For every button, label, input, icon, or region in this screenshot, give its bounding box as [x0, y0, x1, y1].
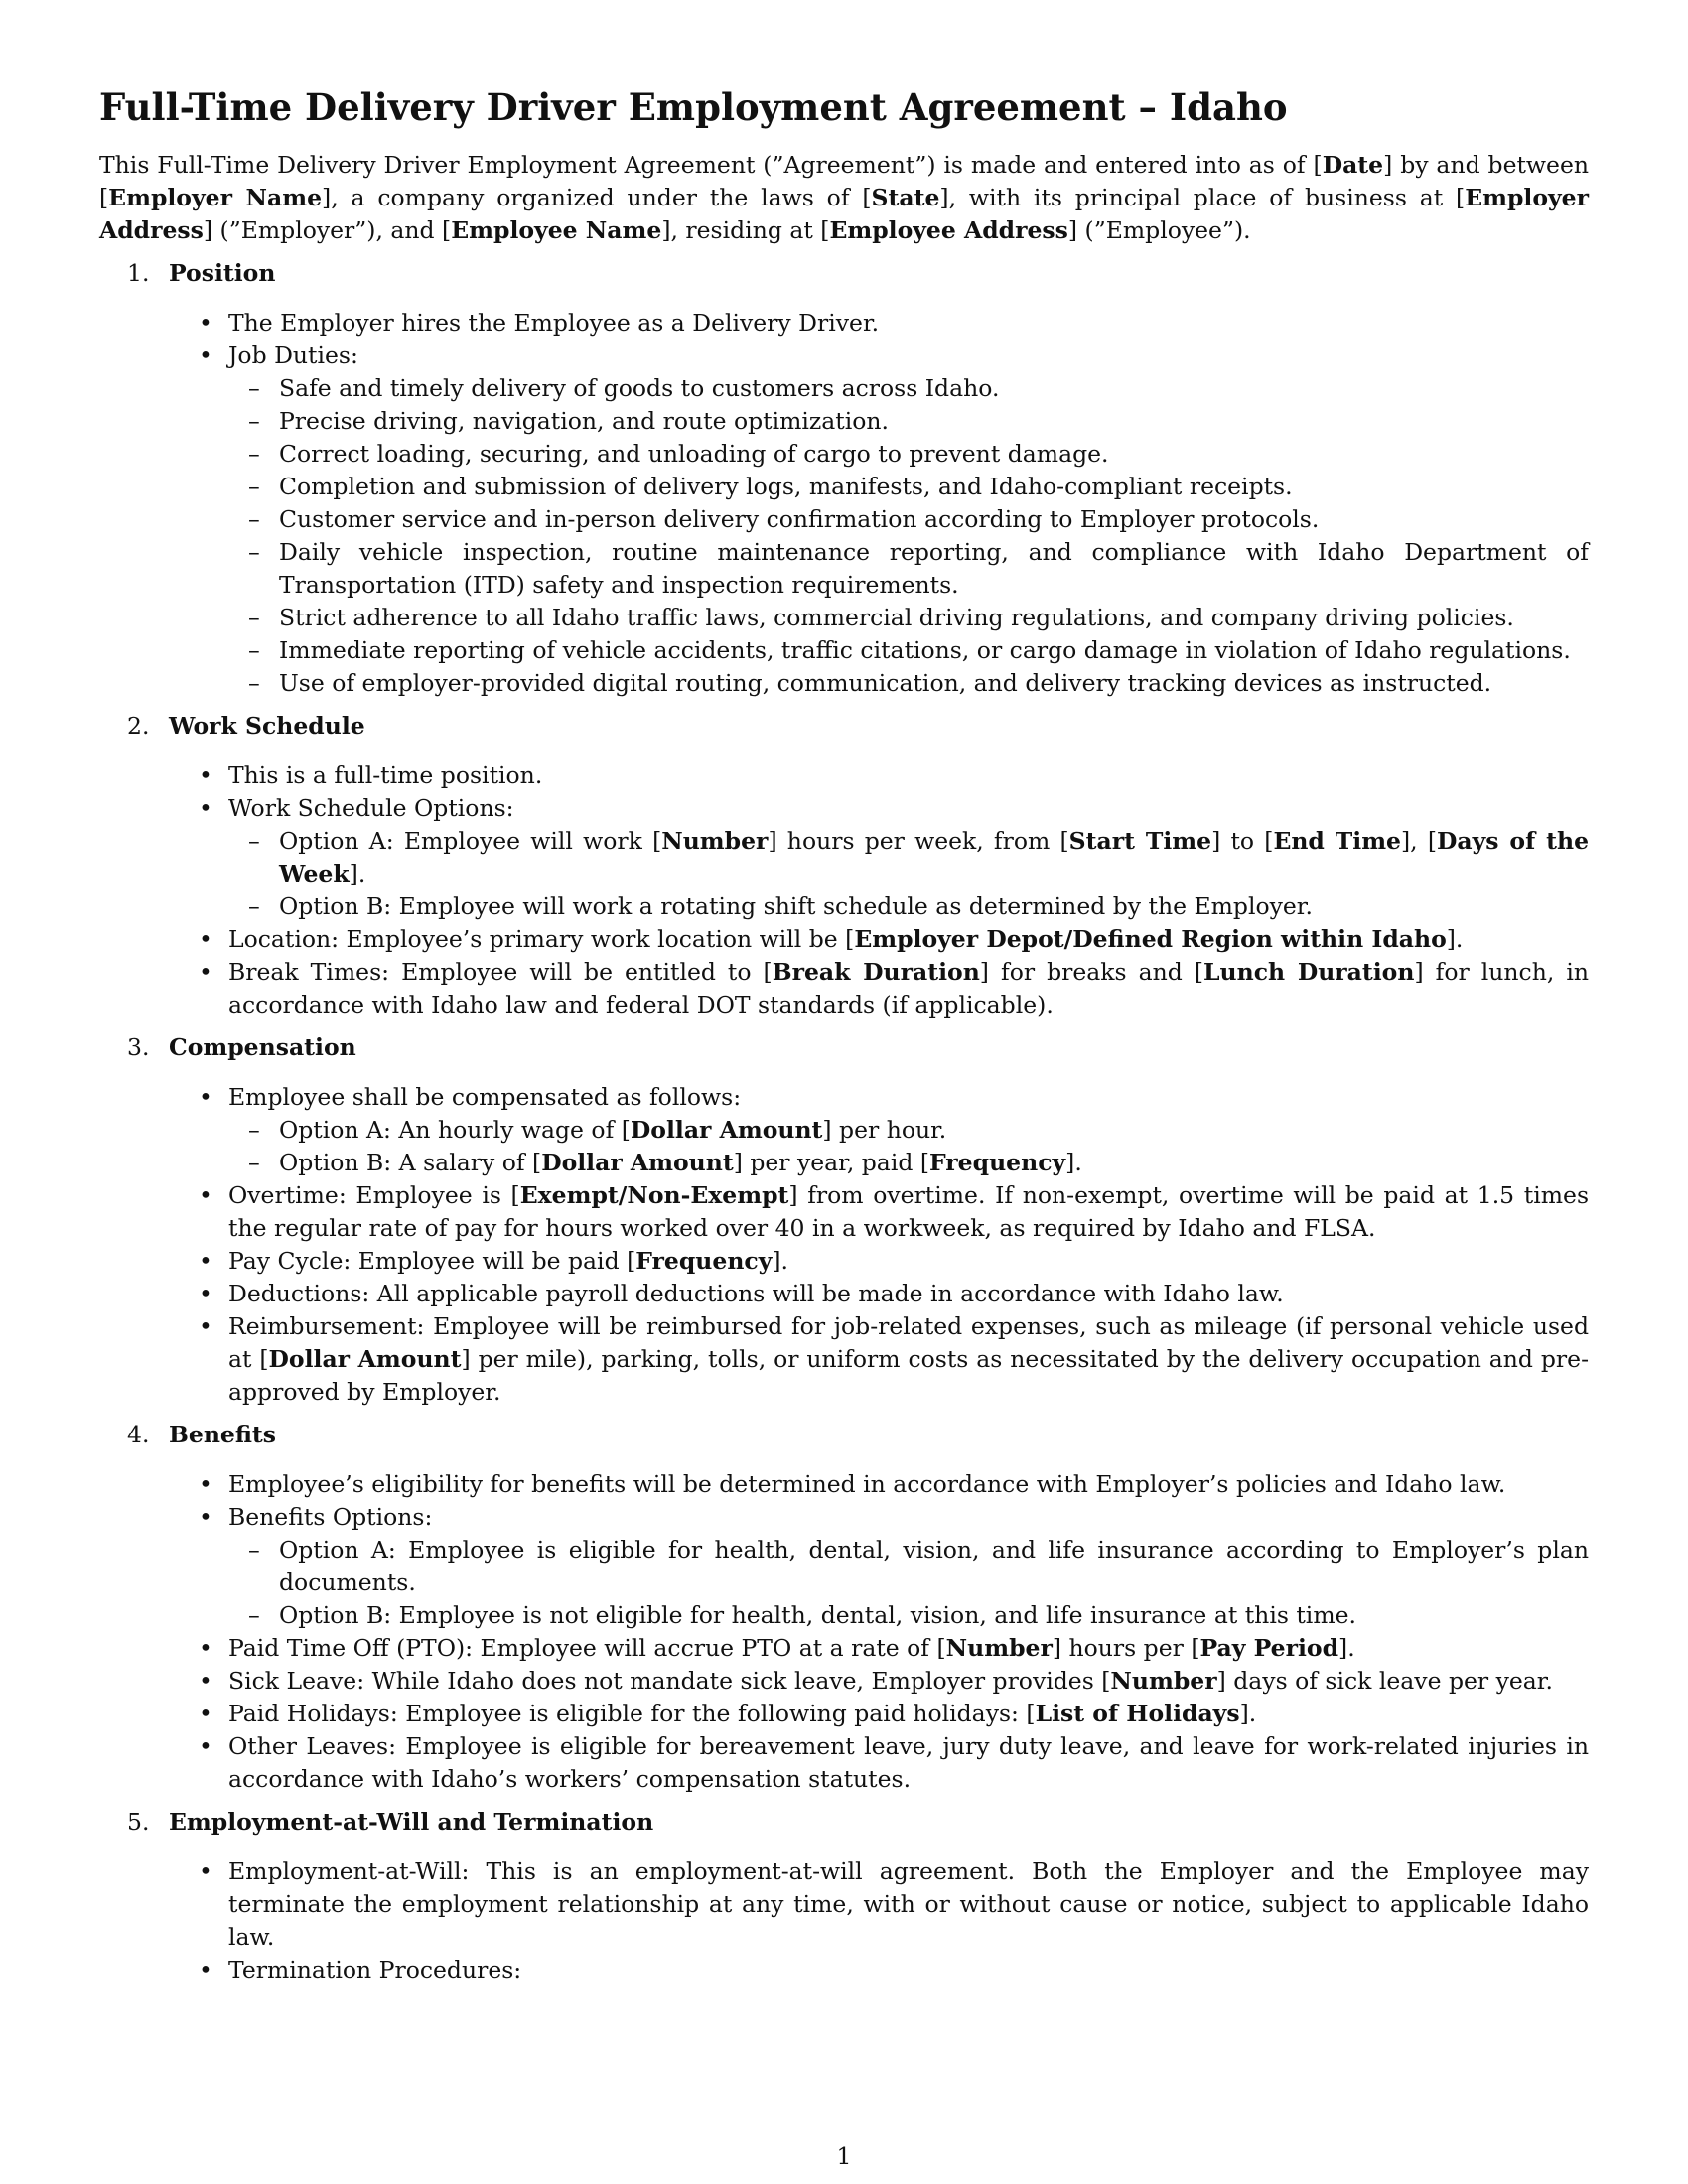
placeholder-employee-address: Employee Address [829, 216, 1068, 244]
sub-list-item: – Precise driving, navigation, and route optimization. [228, 405, 1589, 438]
bullet-list [169, 307, 1589, 700]
bullet-icon: • [199, 1280, 212, 1307]
list-item: • Job Duties: – Safe and timely delivery of goods to customers across Idaho. – Precise driving, navigation, and route optimization. – Correct loading, securing, and unloading of cargo to prevent damage. – Completion and submission of delivery logs, manifests, and Idaho-compliant receipts. – Customer service and in-person delivery confirmation according to Employer protocols. – Daily vehicle inspection, routine maintenance reporting, and compliance with Idaho Department of Transportation (ITD) safety and inspection requirements. – Strict adherence to all Idaho traffic laws, commercial driving regulations, and company driving policies. – Immediate reporting of vehicle accidents, traffic citations, or cargo damage in violation of Idaho regulations. – Use of employer-provided digital routing, communication, and delivery tracking devices as instructed. [169, 340, 1589, 700]
dash-icon: – [248, 374, 260, 402]
dash-icon: – [248, 538, 260, 566]
bullet-icon: • [199, 1956, 212, 1983]
bullet-list [169, 759, 1589, 1022]
sub-list-item: – Safe and timely delivery of goods to customers across Idaho. [228, 372, 1589, 405]
placeholder-employer-address: Employer Address [99, 184, 1589, 244]
sub-list-item: – Completion and submission of delivery logs, manifests, and Idaho-compliant receipts. [228, 471, 1589, 503]
bullet-list [169, 1081, 1589, 1409]
list-item: • Overtime: Employee is [Exempt/Non-Exempt] from overtime. If non-exempt, overtime will be paid at 1.5 times the regular rate of pay for hours worked over 40 in a workweek, as required by Idaho and FLSA. [199, 1181, 1590, 1242]
dash-icon: – [248, 604, 260, 631]
sub-list-item: – Immediate reporting of vehicle accidents, traffic citations, or cargo damage in violation of Idaho regulations. [228, 634, 1589, 667]
section-number: 2. [127, 712, 150, 740]
sub-list-item: – Customer service and in-person delivery confirmation according to Employer protocols. [228, 503, 1589, 536]
sub-list-item: – Option A: An hourly wage of [Dollar Amount] per hour. [228, 1114, 1589, 1147]
dash-icon: – [248, 1536, 260, 1564]
list-item: • The Employer hires the Employee as a Delivery Driver. [169, 307, 1589, 340]
dash-icon: – [248, 827, 260, 855]
dash-icon: – [248, 473, 260, 500]
list-item: • Employee shall be compensated as follows: – Option A: An hourly wage of [Dollar Amount] per hour. – Option B: A salary of [Dollar Amount] per year, paid [Frequency]. [169, 1081, 1589, 1179]
list-item: • Other Leaves: Employee is eligible for bereavement leave, jury duty leave, and leave for work-related injuries in accordance with Idaho’s workers’ compensation statutes. [199, 1732, 1589, 1793]
sub-list [228, 1534, 1589, 1632]
list-item: • Break Times: Employee will be entitled to [Break Duration] for breaks and [Lunch Duration] for lunch, in accordance with Idaho law and federal DOT standards (if applicable). [199, 958, 1589, 1019]
section-heading: Benefits [169, 1421, 277, 1448]
section-number: 1. [127, 259, 150, 287]
section-number: 4. [127, 1421, 150, 1448]
bullet-icon: • [199, 341, 212, 369]
section-compensation [99, 1031, 1589, 1409]
list-item: • Employment-at-Will: This is an employment-at-will agreement. Both the Employer and the Employee may terminate the employment relationship at any time, with or without cause or notice, subject to applicable Idaho law. [199, 1857, 1589, 1951]
sub-list-item: – Strict adherence to all Idaho traffic laws, commercial driving regulations, and company driving policies. [228, 602, 1589, 634]
bullet-icon: • [199, 1247, 212, 1275]
section-number: 5. [127, 1808, 150, 1836]
sub-list-item: – Daily vehicle inspection, routine maintenance reporting, and compliance with Idaho Department of Transportation (ITD) safety and inspection requirements. [248, 538, 1589, 599]
dash-icon: – [248, 1116, 260, 1144]
bullet-list [169, 1855, 1589, 1986]
section-heading: Work Schedule [169, 712, 365, 740]
list-item: • Reimbursement: Employee will be reimbursed for job-related expenses, such as mileage (if personal vehicle used at [Dollar Amount] per mile), parking, tolls, or uniform costs as necessitated by the delivery occupation and pre-approved by Employer. [199, 1312, 1590, 1406]
sub-list [228, 825, 1589, 923]
bullet-icon: • [199, 794, 212, 822]
placeholder-state: State [871, 184, 940, 211]
section-position [99, 257, 1589, 700]
bullet-icon: • [199, 761, 212, 789]
sub-list-item: – Option A: Employee will work [Number] hours per week, from [Start Time] to [End Time], [Days of the Week]. [248, 827, 1590, 887]
sub-list-item: – Option A: Employee is eligible for health, dental, vision, and life insurance according to Employer’s plan documents. [248, 1536, 1589, 1596]
sub-list-item: – Option B: A salary of [Dollar Amount] per year, paid [Frequency]. [228, 1147, 1589, 1179]
placeholder-date: Date [1322, 151, 1384, 179]
bullet-icon: • [199, 1503, 212, 1531]
bullet-icon: • [199, 1312, 212, 1340]
dash-icon: – [248, 1601, 260, 1629]
section-number: 3. [127, 1033, 150, 1061]
document-body [99, 85, 1589, 1986]
dash-icon: – [248, 1149, 260, 1176]
list-item: • Benefits Options: – Option A: Employee is eligible for health, dental, vision, and life insurance according to Employer’s plan documents. – Option B: Employee is not eligible for health, dental, vision, and life insurance at this time. [169, 1501, 1589, 1632]
list-item: • Pay Cycle: Employee will be paid [Frequency]. [169, 1245, 1589, 1278]
section-heading: Compensation [169, 1033, 356, 1061]
document-title: Full-Time Delivery Driver Employment Agreement – Idaho [99, 85, 1288, 129]
dash-icon: – [248, 407, 260, 435]
bullet-icon: • [199, 1470, 212, 1498]
bullet-icon: • [199, 1634, 212, 1662]
section-employment-at-will [99, 1806, 1589, 1986]
list-item: • Work Schedule Options: – Option A: Employee will work [Number] hours per week, from [Start Time] to [End Time], [Days of the Week]. – Option B: Employee will work a rotating shift schedule as determined by the Employer. [169, 792, 1589, 923]
placeholder-employee-name: Employee Name [451, 216, 662, 244]
list-item: • This is a full-time position. [169, 759, 1589, 792]
bullet-icon: • [199, 1732, 212, 1760]
sub-list [228, 1114, 1589, 1179]
bullet-icon: • [199, 1857, 212, 1885]
sub-list [228, 372, 1589, 700]
list-item: • Sick Leave: While Idaho does not mandate sick leave, Employer provides [Number] days of sick leave per year. [169, 1665, 1589, 1698]
section-benefits [99, 1419, 1589, 1796]
sub-list-item: – Correct loading, securing, and unloading of cargo to prevent damage. [228, 438, 1589, 471]
bullet-icon: • [199, 1700, 212, 1727]
section-work-schedule [99, 710, 1589, 1022]
bullet-icon: • [199, 1181, 212, 1209]
dash-icon: – [248, 505, 260, 533]
list-item: • Location: Employee’s primary work location will be [Employer Depot/Defined Region within Idaho]. [169, 923, 1589, 956]
sub-list-item: – Use of employer-provided digital routing, communication, and delivery tracking devices as instructed. [228, 667, 1589, 700]
dash-icon: – [248, 440, 260, 468]
sections-list [99, 257, 1589, 1986]
bullet-icon: • [199, 925, 212, 953]
list-item: • Employee’s eligibility for benefits will be determined in accordance with Employer’s policies and Idaho law. [169, 1468, 1589, 1501]
list-item: • Paid Holidays: Employee is eligible for the following paid holidays: [List of Holidays]. [169, 1698, 1589, 1730]
bullet-icon: • [199, 309, 212, 337]
dash-icon: – [248, 636, 260, 664]
sub-list-item: – Option B: Employee will work a rotating shift schedule as determined by the Employer. [228, 890, 1589, 923]
page-number: 1 [836, 2142, 852, 2170]
dash-icon: – [248, 669, 260, 697]
bullet-list [169, 1468, 1589, 1796]
sub-list-item: – Option B: Employee is not eligible for health, dental, vision, and life insurance at this time. [228, 1599, 1589, 1632]
bullet-icon: • [199, 958, 212, 986]
list-item: • Paid Time Off (PTO): Employee will accrue PTO at a rate of [Number] hours per [Pay Period]. [169, 1632, 1589, 1665]
list-item: • Deductions: All applicable payroll deductions will be made in accordance with Idaho law. [169, 1278, 1589, 1310]
bullet-icon: • [199, 1667, 212, 1695]
intro-paragraph: This Full-Time Delivery Driver Employment Agreement (”Agreement”) is made and entered into as of [Date] by and between [Employer Name], a company organized under the laws of [State], with its principal place of business at [Employer Address] (”Employer”), and [Employee Name], residing at [Employee Address] (”Employee”). [99, 151, 1589, 244]
section-heading: Employment-at-Will and Termination [169, 1808, 654, 1836]
dash-icon: – [248, 892, 260, 920]
bullet-icon: • [199, 1083, 212, 1111]
list-item: • Termination Procedures: [169, 1954, 1589, 1986]
placeholder-employer-name: Employer Name [108, 184, 323, 211]
section-heading: Position [169, 259, 276, 287]
